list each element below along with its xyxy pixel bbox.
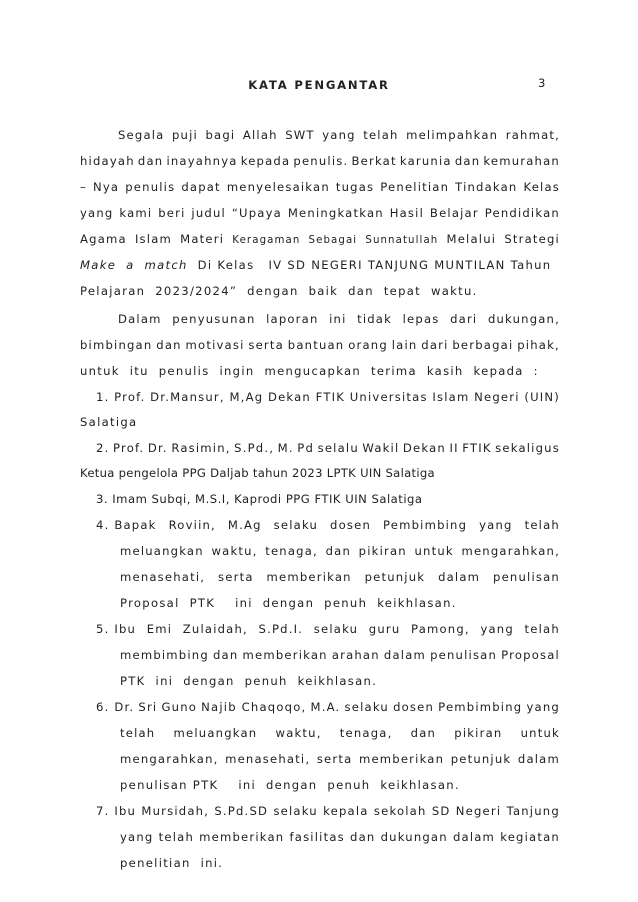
word: 4. Bapak [96,518,157,532]
list-item-line: Salatiga [80,415,138,429]
word: Keragaman [232,235,301,246]
word: kami [119,206,153,220]
list-item-line [96,622,560,636]
list-item-line: Proposal PTK ini dengan penuh keikhlasan. [120,596,457,610]
para1-line [80,180,560,194]
word: penulis. [293,154,349,168]
word: FTIK [315,390,346,404]
word: dari [450,312,478,326]
word: Dalam [118,312,162,326]
para1-line [80,258,560,272]
word: dan [137,154,164,168]
word: Guno [161,700,198,714]
word: Wakil [362,441,400,455]
word: kegiatan [500,830,560,844]
word: yang [480,622,514,636]
word: tugas [335,180,375,194]
para1-line [80,206,560,220]
word: dan [350,830,376,844]
list-item-line: Ketua pengelola PPG Daljab tahun 2023 LPTK UIN Salatiga [80,466,435,480]
word: arahan [331,648,380,662]
word: Meningkatkan [287,206,384,220]
word: penyusunan [172,312,256,326]
word: menasehati, [225,752,311,766]
word: S.Pd., [234,441,275,455]
word: 1. [96,390,110,404]
word: Agama [80,232,127,246]
word: (UIN) [524,390,560,404]
word: memberikan [199,830,285,844]
word: telah [363,128,399,142]
word: orang [348,338,388,352]
word: serta [248,338,284,352]
word: meluangkan [120,544,204,558]
list-item-line [96,390,560,404]
word: Mursidah, [141,804,210,818]
word: “Upaya [231,206,282,220]
word: menyelesaikan [226,180,330,194]
word: Dr. [147,441,168,455]
word: dukungan [380,830,448,844]
list-item-line [120,544,560,558]
word: berbagai [452,338,514,352]
word: dan [454,154,481,168]
word: Islam [432,390,470,404]
word: memberikan [266,570,352,584]
word: Hasil [389,206,425,220]
word: Strategi [504,232,560,246]
word: Islam [134,232,173,246]
word: hidayah [80,154,135,168]
word: 5. Ibu [96,622,137,636]
word: yang [322,128,356,142]
para1-line [80,232,560,248]
word: Sunnatullah [365,235,439,246]
para2-line: untuk itu penulis ingin mengucapkan terima kasih kepada : [80,364,539,378]
word: 7. Ibu [96,804,137,818]
word: laporan [266,312,319,326]
page-number: 3 [538,76,546,90]
word: sekaligus [495,441,560,455]
word: tidak [357,312,393,326]
word: Sri [138,700,158,714]
word: 2. [96,441,110,455]
word: motivasi [185,338,245,352]
word: Melalui [446,232,497,246]
word: Kelas [523,180,560,194]
word: Allah [242,128,278,142]
word: Segala [118,128,165,142]
word: selaku [313,622,359,636]
word: dan [156,338,182,352]
word: Tanjung [506,804,560,818]
word: dosen [330,518,372,532]
word: ini [329,312,347,326]
word: Dekan [267,390,311,404]
word: Di Kelas [197,258,255,272]
word: Pendidikan [484,206,560,220]
word: waktu, [211,544,258,558]
word: Negeri [455,804,502,818]
word: Prof. [113,441,145,455]
list-item-line: PTK ini dengan penuh keikhlasan. [120,674,378,688]
word: Pamong, [411,622,470,636]
word: SD [431,804,451,818]
word: 6. Dr. [96,700,135,714]
word: Belajar [429,206,479,220]
word: lepas [402,312,440,326]
word: dukungan, [487,312,560,326]
word: tenaga, [339,726,393,740]
word: bantuan [287,338,345,352]
para1-line [118,128,560,142]
word: yang [120,830,154,844]
word: SWT [285,128,315,142]
word: Pembimbing [438,700,523,714]
word: lain [391,338,418,352]
para1-line [80,154,560,168]
list-item-line [120,726,560,740]
word: bagi [205,128,236,142]
word: bimbingan [80,338,153,352]
word: Pd [297,441,315,455]
word: rahmat, [505,128,560,142]
word: Materi [180,232,225,246]
word: untuk [520,726,560,740]
word: dapat [181,180,221,194]
list-item-line: penelitian ini. [120,856,224,870]
list-item-line [120,570,560,584]
word: penulisan [430,648,498,662]
list-item-line [120,830,560,844]
word: Penelitian [380,180,450,194]
list-item-line: 3. Imam Subqi, M.S.I, Kaprodi PPG FTIK UIN Salatiga [96,492,423,506]
word: untuk [414,544,454,558]
word: judul [191,206,226,220]
para2-line [80,338,560,352]
word: kemurahan [483,154,560,168]
word: Dekan [402,441,446,455]
word: M.Ag [227,518,262,532]
word: telah [120,726,156,740]
word: serta [218,570,254,584]
word: serta [316,752,353,766]
word: Roviin, [168,518,216,532]
word: Emi [146,622,173,636]
word: yang [526,700,560,714]
list-item-line: penulisan PTK ini dengan penuh keikhlasan. [120,778,460,792]
italic-phrase: Make a match [80,258,188,272]
word: dosen [393,700,435,714]
word: sekolah [373,804,427,818]
list-item-line [120,648,560,662]
word: pihak, [517,338,560,352]
list-item-line [96,441,560,455]
word: dari [421,338,449,352]
word: membimbing [120,648,209,662]
word: dalam [438,570,481,584]
word: dalam [383,648,426,662]
word: S.Pd.I. [258,622,304,636]
word: pikiran [358,544,407,558]
word: FTIK [462,441,492,455]
word: fasilitas [289,830,345,844]
word: Proposal [501,648,560,662]
word: Dr.Mansur, [150,390,225,404]
word: memberikan [242,648,328,662]
word: selaku [273,518,319,532]
word: kepada [240,154,291,168]
word: meluangkan [173,726,258,740]
word: petunjuk [364,570,426,584]
word: puji [172,128,198,142]
word: kepala [323,804,369,818]
word: Najib Chaqoqo, [201,700,307,714]
word: Zulaidah, [182,622,248,636]
word: memberikan [358,752,445,766]
word: penulisan [493,570,560,584]
word: selalu [317,441,359,455]
word: melimpahkan [406,128,499,142]
word: dalam [452,830,496,844]
list-item-line [96,518,560,532]
word: beri [158,206,186,220]
word: petunjuk [450,752,512,766]
list-item-line [120,752,560,766]
word: telah [524,518,560,532]
word: Berkat [351,154,397,168]
word: telah [524,622,560,636]
word: mengarahkan, [461,544,560,558]
phrase: IV SD NEGERI TANJUNG MUNTILAN Tahun [268,258,552,272]
word: telah [158,830,194,844]
word: menasehati, [120,570,206,584]
word: M.A. [310,700,341,714]
word: mengarahkan, [120,752,219,766]
word: Universitas [349,390,428,404]
word: dan [325,544,351,558]
word: waktu, [275,726,322,740]
word: II [449,441,459,455]
word: dan [410,726,437,740]
word: Tindakan [455,180,518,194]
word: yang [479,518,513,532]
word: – [80,180,87,194]
word: Pembimbing [382,518,468,532]
word: selaku [273,804,318,818]
word: dan [213,648,239,662]
word: dalam [517,752,560,766]
word: penulis [125,180,176,194]
word: inayahnya [166,154,238,168]
word: pikiran [454,726,503,740]
word: Nya [93,180,120,194]
word: guru [368,622,401,636]
word: S.Pd.SD [214,804,269,818]
word: Prof. [114,390,146,404]
list-item-line [96,700,560,714]
word: Negeri [474,390,520,404]
word: Sebagai [308,235,358,246]
para1-line: Pelajaran 2023/2024” dengan baik dan tepat waktu. [80,284,478,298]
word: Rasimin, [171,441,231,455]
word: M,Ag [229,390,264,404]
word: selaku [344,700,389,714]
word: karunia [399,154,452,168]
word: yang [80,206,114,220]
list-item-line [96,804,560,818]
page-title: KATA PENGANTAR [248,78,390,92]
word: tenaga, [265,544,318,558]
para2-line [118,312,560,326]
word: M. [277,441,294,455]
